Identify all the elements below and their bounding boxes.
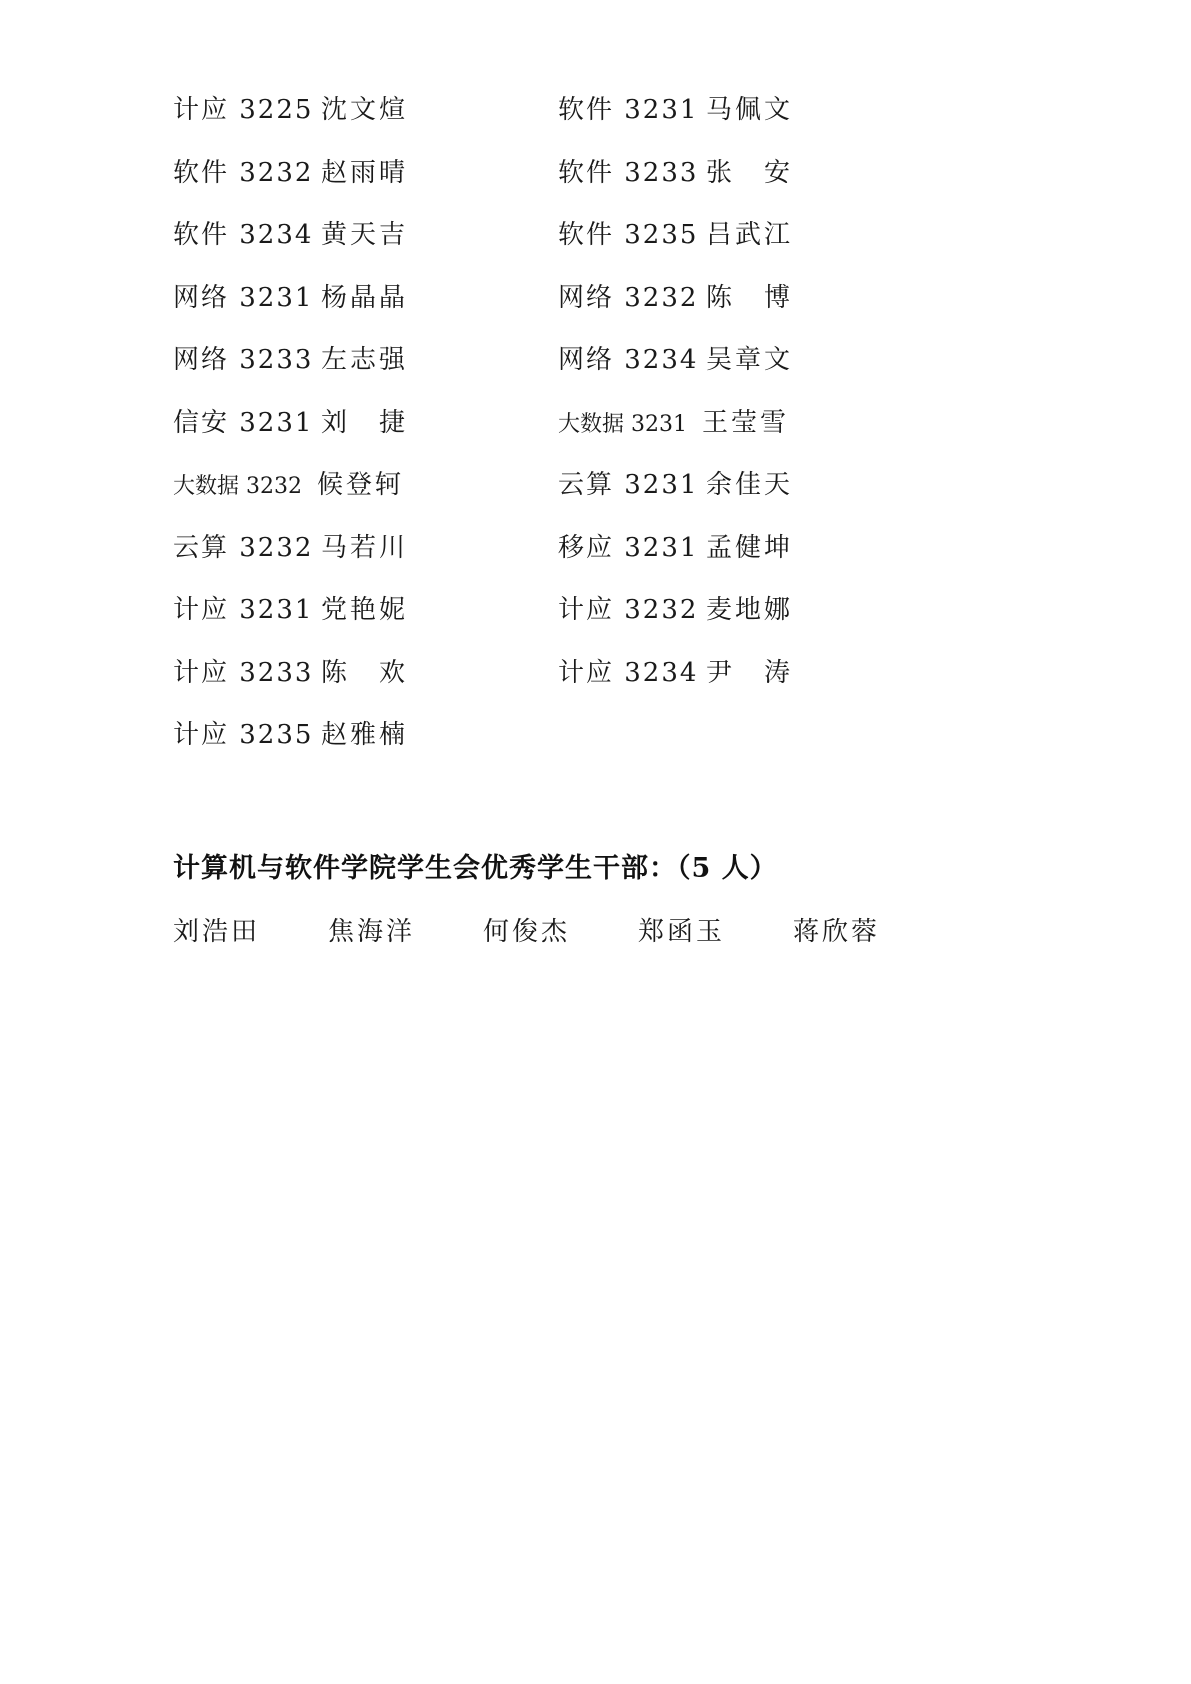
cadre-name: 刘浩田	[173, 917, 261, 947]
student-name: 沈文煊	[321, 95, 409, 125]
cadre-name: 郑函玉	[638, 917, 726, 947]
list-item	[173, 90, 408, 130]
list-item	[558, 465, 793, 505]
list-item	[173, 215, 408, 255]
list-row	[173, 340, 893, 403]
list-item	[558, 340, 793, 380]
cadre-name-list	[173, 912, 948, 952]
class-label: 移应 3231	[558, 532, 699, 563]
list-item	[558, 528, 793, 568]
student-name: 左志强	[321, 345, 409, 375]
student-name: 孟健坤	[706, 532, 794, 563]
list-row	[173, 653, 893, 716]
list-row	[173, 403, 893, 466]
class-label: 网络 3234	[558, 345, 699, 375]
list-row	[173, 278, 893, 341]
list-row	[173, 90, 893, 153]
list-item	[173, 403, 408, 443]
honoree-list	[173, 90, 893, 778]
class-label: 软件 3232	[173, 157, 314, 188]
list-item	[558, 403, 789, 445]
cadre-name: 何俊杰	[483, 917, 571, 947]
student-name: 吴章文	[706, 345, 794, 375]
class-label: 计应 3225	[173, 95, 314, 125]
student-name: 马佩文	[706, 95, 794, 125]
student-name: 尹 涛	[706, 657, 794, 688]
student-name: 候登轲	[317, 470, 405, 500]
cadre-name: 蒋欣蓉	[793, 917, 881, 947]
class-label: 计应 3233	[173, 657, 314, 688]
class-label: 云算 3232	[173, 532, 314, 563]
list-item	[558, 278, 793, 318]
class-label: 软件 3231	[558, 95, 699, 125]
student-name: 刘 捷	[321, 407, 409, 438]
cadre-name: 焦海洋	[328, 917, 416, 947]
student-name: 王莹雪	[702, 407, 790, 438]
list-item	[558, 215, 793, 255]
student-name: 马若川	[321, 532, 409, 563]
student-name: 杨晶晶	[321, 282, 409, 313]
list-item	[173, 278, 408, 318]
class-label: 大数据 3232	[173, 474, 302, 499]
list-item	[173, 465, 404, 507]
class-label: 计应 3234	[558, 657, 699, 688]
list-row	[173, 715, 893, 778]
student-name: 赵雨晴	[321, 157, 409, 188]
class-label: 信安 3231	[173, 407, 314, 438]
list-row	[173, 528, 893, 591]
list-item	[173, 715, 408, 755]
class-label: 网络 3232	[558, 282, 699, 313]
list-item	[173, 528, 408, 568]
student-name: 麦地娜	[706, 595, 794, 625]
list-item	[173, 340, 408, 380]
list-item	[558, 90, 793, 130]
list-item	[173, 153, 408, 193]
student-name: 吕武江	[706, 220, 794, 250]
section-heading: 计算机与软件学院学生会优秀学生干部：（5 人）	[173, 853, 778, 884]
list-item	[558, 153, 793, 193]
list-row	[173, 215, 893, 278]
list-item	[558, 653, 793, 693]
class-label: 大数据 3231	[558, 411, 687, 437]
class-label: 软件 3233	[558, 157, 699, 188]
list-item	[173, 653, 408, 693]
list-row	[173, 153, 893, 216]
list-item	[173, 590, 408, 630]
student-name: 余佳天	[706, 470, 794, 500]
student-name: 黄天吉	[321, 220, 409, 250]
class-label: 软件 3234	[173, 220, 314, 250]
list-row	[173, 590, 893, 653]
list-item	[558, 590, 793, 630]
class-label: 计应 3232	[558, 595, 699, 625]
class-label: 云算 3231	[558, 470, 699, 500]
student-name: 张 安	[706, 157, 794, 188]
class-label: 软件 3235	[558, 220, 699, 250]
class-label: 网络 3231	[173, 282, 314, 313]
student-name: 赵雅楠	[321, 720, 409, 750]
class-label: 计应 3231	[173, 595, 314, 625]
student-name: 党艳妮	[321, 595, 409, 625]
list-row	[173, 465, 893, 528]
class-label: 计应 3235	[173, 720, 314, 750]
student-name: 陈 欢	[321, 657, 409, 688]
class-label: 网络 3233	[173, 345, 314, 375]
student-name: 陈 博	[706, 282, 794, 313]
